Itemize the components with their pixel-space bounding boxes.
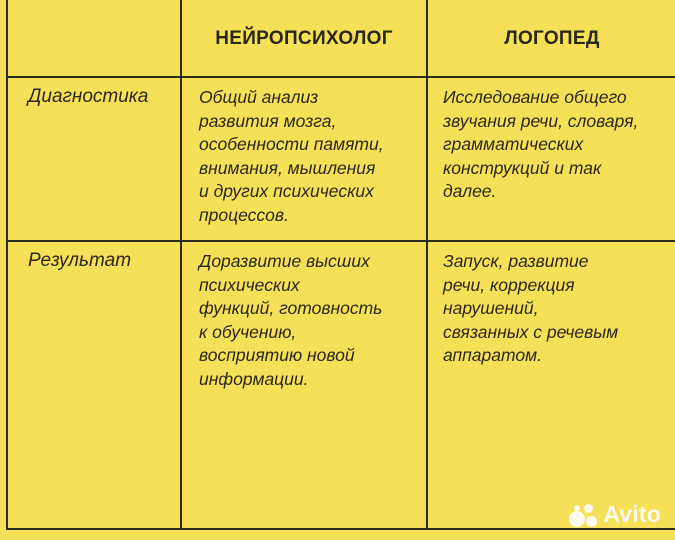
cell-diagnostics-neuropsychologist: Общий анализ развития мозга, особенности памяти, внимания, мышления и других психических процессов. [199,87,384,225]
avito-logo-icon [565,502,599,528]
watermark-text: Avito [603,501,661,527]
avito-watermark [565,501,661,528]
row-label-cell [7,241,181,529]
table-cell [427,241,675,529]
row-label-result: Результат [28,250,132,271]
cell-diagnostics-speech-therapist: Исследование общего звучания речи, словаря, грамматических конструкций и так далее. [443,87,639,201]
table-cell [427,77,675,241]
table-row-diagnostics [7,77,675,241]
row-label-diagnostics: Диагностика [28,86,149,107]
comparison-table [6,0,675,530]
table-cell [181,77,427,241]
cell-result-neuropsychologist: Доразвитие высших психических функций, готовность к обучению, восприятию новой информации. [199,251,383,389]
table-header-row [7,0,675,77]
row-label-cell [7,77,181,241]
header-label-speech-therapist: ЛОГОПЕД [504,28,600,49]
header-cell-empty [7,0,181,77]
header-label-empty [8,0,180,28]
header-cell-neuropsychologist [181,0,427,77]
header-label-neuropsychologist: НЕЙРОПСИХОЛОГ [215,28,393,49]
table-cell [181,241,427,529]
cell-result-speech-therapist: Запуск, развитие речи, коррекция нарушений, связанных с речевым аппаратом. [443,251,619,365]
header-cell-speech-therapist [427,0,675,77]
table-row-result [7,241,675,529]
